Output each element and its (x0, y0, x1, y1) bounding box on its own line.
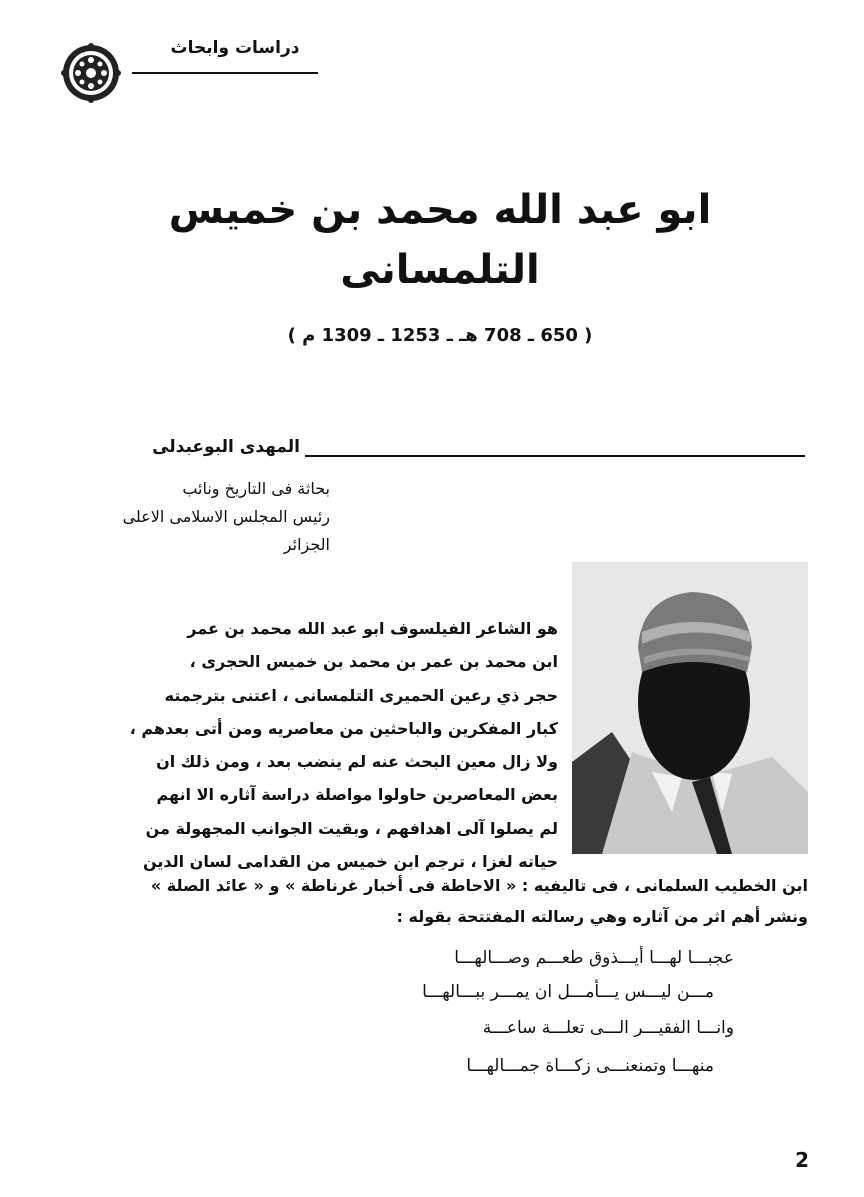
author-name: المهدى البوعبدلى (152, 437, 300, 457)
page-number: 2 (795, 1148, 809, 1172)
affiliation-line: بحاثة فى التاريخ ونائب (182, 479, 330, 498)
ornament-icon (60, 42, 122, 104)
verse-line: وانـــا الفقيـــر الـــى تعلـــة ساعـــة (482, 1018, 734, 1038)
article-title (90, 180, 790, 300)
body-line: بعض المعاصرين حاولوا مواصلة دراسة آثاره الا انهم (156, 785, 558, 805)
title-line-1: ابو عبد الله محمد بن خميس (168, 187, 712, 233)
body-line: كبار المفكرين والباحثين من معاصريه ومن أتى بعدهم ، (129, 718, 558, 738)
author-divider (305, 455, 805, 457)
body-line: ابن الخطيب السلمانى ، فى تاليفيه : « الاحاطة فى أخبار غرناطة » و « عائد الصلة » (150, 876, 808, 895)
lifespan-dates: ( 650 ـ 708 هـ ـ 1253 ـ 1309 م ) (287, 325, 593, 346)
verse-line: عجبـــا لهـــا أيـــذوق طعـــم وصـــالهـــا (454, 948, 734, 968)
section-divider (132, 72, 318, 74)
body-line: هو الشاعر الفيلسوف ابو عبد الله محمد بن عمر (187, 619, 558, 638)
body-line: ابن محمد بن عمر بن محمد بن خميس الحجرى ، (189, 652, 558, 672)
affiliation-line: الجزائر (283, 535, 330, 554)
verse-line: مـــن ليـــس يـــأمـــل ان يمـــر ببـــالهـــا (422, 982, 714, 1002)
body-line: ونشر أهم اثر من آثاره وهي رسالته المفتتحة بقوله : (396, 907, 808, 926)
section-label: دراسات وابحاث (170, 38, 300, 58)
author-affiliation (120, 475, 330, 559)
body-line: لم يصلوا آلى اهدافهم ، وبقيت الجوانب المجهولة من (145, 818, 558, 838)
title-line-2: التلمسانى (340, 247, 540, 293)
body-line: حياته لغزا ، ترجم ابن خميس من القدامى لسان الدين (142, 852, 558, 872)
body-column (118, 612, 558, 878)
verse-line: منهـــا وتمنعنـــى زكـــاة جمـــالهـــا (466, 1056, 714, 1076)
affiliation-line: رئيس المجلس الاسلامى الاعلى (122, 507, 330, 526)
portrait-photo (572, 562, 808, 854)
body-line: ولا زال معين البحث عنه لم ينضب بعد ، ومن ذلك ان (156, 752, 558, 772)
body-line: حجر ذي رعين الحميرى التلمسانى ، اعتنى بترجمته (164, 685, 558, 705)
body-full-width (80, 870, 808, 932)
